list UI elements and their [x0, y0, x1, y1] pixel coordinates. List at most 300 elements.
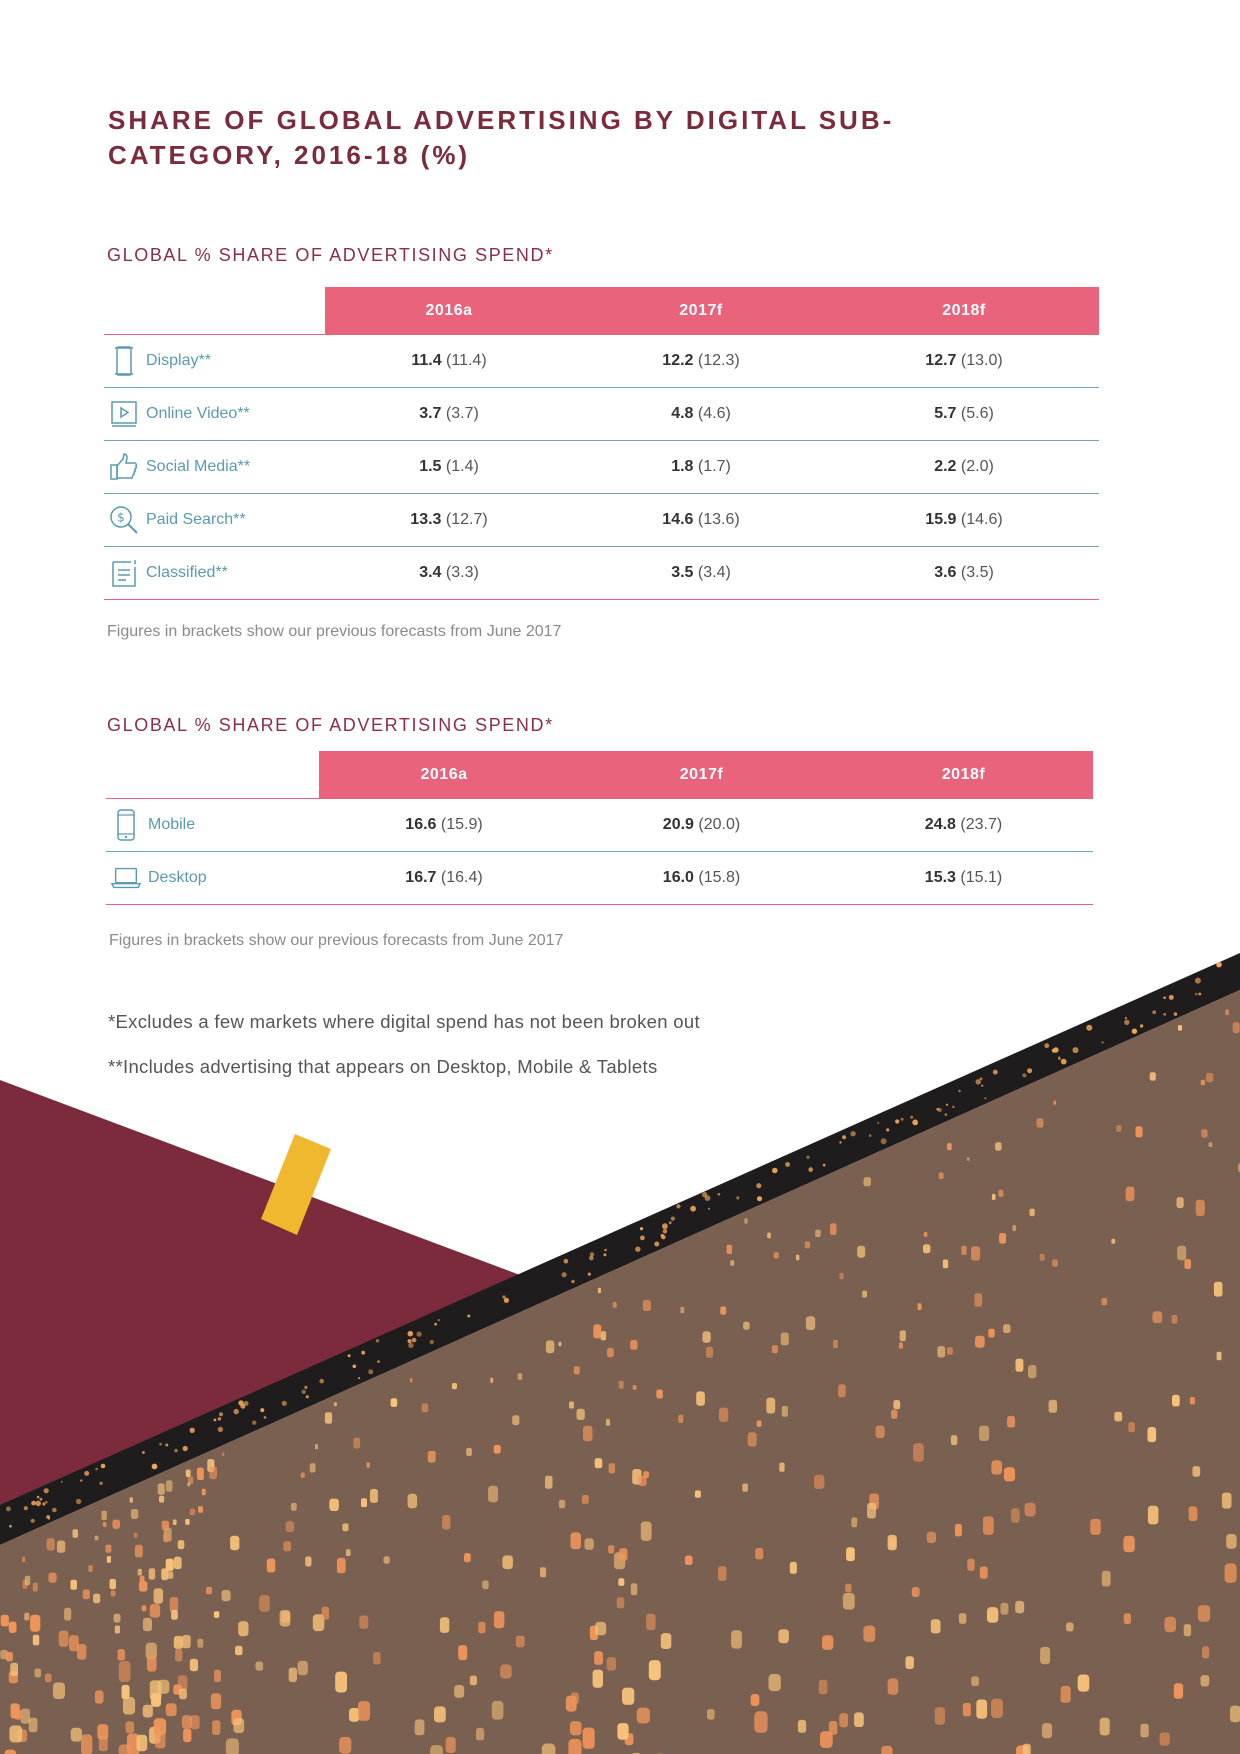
lantern-light	[118, 1649, 126, 1660]
lantern-light	[10, 1663, 18, 1676]
lantern-light	[99, 1736, 108, 1752]
lantern-light	[434, 1706, 446, 1722]
lantern-light	[1023, 1744, 1031, 1754]
lantern-light	[1230, 1706, 1240, 1723]
lantern-light	[607, 1657, 616, 1671]
band-light	[412, 1338, 417, 1343]
device-table	[106, 751, 1093, 905]
lantern-light	[1165, 1617, 1177, 1633]
cell-previous: (12.7)	[445, 511, 488, 528]
band-light	[705, 1195, 711, 1201]
lantern-light	[1078, 1675, 1090, 1692]
lantern-light	[947, 1347, 953, 1355]
band-light	[260, 1408, 264, 1412]
band-light	[1140, 1024, 1143, 1027]
lantern-light	[349, 1708, 359, 1722]
column-header-2016: 2016a	[325, 287, 573, 335]
lantern-light	[93, 1594, 100, 1604]
cell-previous: (23.7)	[960, 816, 1003, 833]
band-light	[1086, 1025, 1092, 1031]
band-light	[416, 1331, 421, 1336]
data-cell	[569, 852, 834, 905]
column-header-2017: 2017f	[573, 287, 829, 335]
row-label-cell	[106, 852, 319, 905]
cell-value: 1.8	[671, 458, 694, 475]
band-light	[6, 1506, 11, 1511]
lantern-light	[546, 1340, 554, 1353]
cell-value: 14.6	[662, 511, 694, 528]
cell-value: 16.0	[662, 869, 694, 886]
table-header-row	[106, 751, 1093, 799]
lantern-light	[490, 1378, 493, 1383]
lantern-light	[1190, 1397, 1195, 1405]
footnote-excludes: *Excludes a few markets where digital spend has not been broken out	[108, 1011, 700, 1032]
lantern-light	[1054, 1101, 1056, 1105]
band-light	[881, 1138, 887, 1144]
lantern-light	[864, 1177, 872, 1186]
band-light	[603, 1253, 606, 1256]
band-light	[1027, 1068, 1032, 1073]
lantern-light	[1214, 1282, 1223, 1297]
lantern-light	[143, 1705, 153, 1718]
lantern-light	[95, 1690, 104, 1703]
column-header-2018: 2018f	[834, 751, 1093, 799]
lantern-light	[967, 1559, 974, 1571]
lantern-light	[988, 1329, 994, 1338]
lantern-light	[939, 1172, 944, 1179]
lantern-light	[601, 1331, 607, 1340]
lantern-light	[857, 1246, 865, 1258]
lantern-light	[298, 1661, 308, 1676]
band-light	[877, 1122, 879, 1124]
lantern-light	[613, 1302, 617, 1308]
lantern-light	[171, 1610, 178, 1620]
cell-value: 3.7	[419, 405, 442, 422]
lantern-light	[1136, 1126, 1143, 1137]
lantern-light	[906, 1656, 914, 1669]
lantern-light	[719, 1408, 728, 1422]
lantern-light	[706, 1347, 713, 1358]
lantern-light	[1028, 1365, 1036, 1378]
band-light	[438, 1319, 440, 1321]
lantern-light	[70, 1580, 77, 1590]
row-label: Desktop	[148, 869, 207, 886]
lantern-light	[1184, 1259, 1191, 1269]
band-light	[708, 1208, 710, 1210]
band-light	[434, 1323, 437, 1326]
thumbs-up-icon	[108, 450, 140, 484]
band-light	[218, 1417, 221, 1420]
band-light	[690, 1206, 696, 1212]
data-cell	[573, 441, 829, 494]
lantern-light	[185, 1519, 189, 1525]
row-label: Social Media**	[146, 458, 251, 475]
lantern-light	[234, 1718, 245, 1733]
cell-previous: (3.5)	[960, 564, 994, 581]
band-light	[319, 1379, 324, 1384]
lantern-light	[163, 1533, 169, 1542]
lantern-light	[1148, 1506, 1159, 1525]
band-light	[358, 1377, 360, 1379]
lantern-light	[122, 1685, 130, 1699]
row-label: Paid Search**	[146, 511, 246, 528]
lantern-light	[77, 1644, 86, 1660]
lantern-light	[110, 1579, 117, 1589]
lantern-light	[1128, 1422, 1135, 1432]
header-blank	[106, 751, 319, 799]
lantern-light	[186, 1470, 191, 1478]
lantern-light	[607, 1348, 614, 1357]
cell-previous: (16.4)	[440, 869, 483, 886]
lantern-light	[202, 1489, 206, 1496]
lantern-light	[1201, 1080, 1205, 1085]
lantern-light	[154, 1588, 163, 1603]
lantern-light	[53, 1682, 65, 1699]
band-light	[772, 1168, 778, 1174]
lantern-light	[976, 1700, 987, 1719]
lantern-light	[470, 1676, 477, 1686]
lantern-light	[540, 1567, 546, 1577]
band-light	[183, 1446, 188, 1451]
lantern-light	[516, 1636, 525, 1648]
lantern-light	[569, 1402, 574, 1409]
band-light	[654, 1242, 659, 1247]
lantern-light	[779, 1463, 784, 1472]
lantern-light	[167, 1571, 173, 1579]
lantern-light	[478, 1622, 485, 1634]
lantern-light	[1140, 1724, 1148, 1738]
cell-value: 16.7	[405, 869, 437, 886]
lantern-light	[743, 1322, 750, 1330]
band-light	[252, 1421, 256, 1425]
data-cell	[573, 547, 829, 600]
cell-value: 3.5	[671, 564, 694, 581]
lantern-light	[1189, 1506, 1198, 1521]
band-light	[946, 1104, 948, 1106]
cell-value: 4.8	[671, 405, 694, 422]
table2-note: Figures in brackets show our previous forecasts from June 2017	[109, 932, 564, 949]
lantern-light	[149, 1568, 156, 1579]
lantern-light	[1225, 1009, 1229, 1015]
lantern-light	[571, 1692, 579, 1704]
lantern-light	[742, 1484, 748, 1492]
lantern-light	[570, 1721, 582, 1735]
band-light	[912, 1120, 918, 1126]
lantern-light	[138, 1569, 142, 1576]
table-row	[104, 494, 1099, 547]
band-light	[304, 1386, 307, 1389]
lantern-light	[175, 1649, 182, 1662]
band-light	[159, 1443, 162, 1446]
lantern-light	[595, 1458, 603, 1468]
lantern-light	[995, 1142, 1001, 1150]
lantern-light	[863, 1626, 875, 1642]
cell-previous: (3.4)	[697, 564, 731, 581]
band-light	[408, 1343, 413, 1348]
lantern-light	[198, 1506, 203, 1513]
lantern-light	[727, 1245, 732, 1254]
lantern-light	[182, 1635, 191, 1648]
band-light	[945, 1113, 948, 1116]
lantern-light	[829, 1721, 838, 1735]
lantern-light	[1111, 1239, 1115, 1244]
lantern-light	[367, 1462, 370, 1467]
lantern-light	[391, 1398, 398, 1407]
page-title: SHARE OF GLOBAL ADVERTISING BY DIGITAL SUB-CATEGORY, 2016-18 (%)	[108, 105, 895, 170]
lantern-light	[974, 1293, 982, 1307]
column-header-2016: 2016a	[319, 751, 569, 799]
band-light	[1053, 1047, 1058, 1052]
lantern-light	[568, 1739, 581, 1754]
lantern-light	[95, 1536, 99, 1541]
lantern-light	[71, 1728, 82, 1742]
band-light	[1152, 1010, 1156, 1014]
lantern-light	[305, 1557, 311, 1567]
lantern-light	[142, 1605, 147, 1611]
lantern-light	[1209, 1142, 1213, 1147]
lantern-light	[494, 1611, 505, 1628]
lantern-light	[1066, 1623, 1073, 1632]
band-light	[430, 1340, 434, 1344]
lantern-light	[574, 1366, 580, 1374]
lantern-light	[476, 1728, 484, 1741]
band-light	[1216, 962, 1222, 968]
band-light	[850, 1131, 855, 1136]
lantern-light	[593, 1670, 603, 1688]
band-light	[42, 1502, 45, 1505]
lantern-light	[1000, 1603, 1008, 1615]
lantern-light	[980, 1567, 988, 1579]
lantern-light	[585, 1538, 594, 1550]
lantern-light	[1040, 1254, 1045, 1261]
band-light	[564, 1259, 569, 1264]
table-row	[104, 335, 1099, 388]
lantern-light	[992, 1194, 996, 1200]
table2-subtitle: GLOBAL % SHARE OF ADVERTISING SPEND*	[107, 715, 554, 735]
lantern-light	[428, 1451, 436, 1463]
search-dollar-icon	[108, 503, 140, 537]
lantern-light	[322, 1607, 329, 1620]
lantern-light	[1012, 1225, 1016, 1231]
lantern-light	[1174, 1683, 1183, 1699]
lantern-light	[29, 1718, 38, 1733]
lantern-light	[1116, 1125, 1121, 1132]
lantern-light	[45, 1674, 52, 1683]
lantern-light	[358, 1701, 370, 1721]
lantern-light	[235, 1646, 243, 1656]
classified-icon	[108, 556, 140, 590]
lantern-light	[646, 1614, 656, 1630]
lantern-light	[494, 1445, 501, 1454]
lantern-light	[1015, 1601, 1024, 1613]
lantern-light	[408, 1494, 418, 1508]
lantern-light	[174, 1636, 183, 1649]
lantern-light	[150, 1604, 161, 1618]
lantern-light	[1042, 1723, 1052, 1738]
lantern-light	[983, 1516, 994, 1535]
lantern-light	[617, 1597, 625, 1608]
band-light	[976, 1079, 981, 1084]
lantern-light	[57, 1541, 65, 1553]
lantern-light	[1, 1615, 9, 1627]
lantern-light	[1160, 1732, 1170, 1745]
band-light	[676, 1204, 680, 1208]
lantern-light	[151, 1693, 161, 1707]
lantern-light	[951, 1435, 957, 1445]
lantern-light	[931, 1619, 941, 1633]
lantern-light	[542, 1744, 556, 1754]
lantern-light	[155, 1731, 166, 1748]
band-light	[571, 1280, 575, 1284]
lantern-light	[178, 1540, 185, 1549]
lantern-light	[33, 1583, 38, 1592]
lantern-light	[935, 1707, 945, 1725]
cell-value: 3.4	[419, 564, 442, 581]
lantern-light	[9, 1622, 17, 1633]
video-icon	[108, 397, 140, 431]
lantern-light	[1016, 1359, 1024, 1372]
lantern-light	[179, 1689, 187, 1700]
lantern-light	[923, 1244, 930, 1253]
lantern-light	[159, 1496, 164, 1503]
band-light	[264, 1416, 267, 1419]
band-light	[1132, 1029, 1137, 1034]
data-cell	[829, 441, 1099, 494]
lantern-light	[283, 1541, 291, 1551]
band-light	[808, 1167, 813, 1172]
band-light	[376, 1339, 379, 1342]
lantern-light	[782, 1406, 788, 1417]
band-light	[31, 1501, 36, 1506]
lantern-light	[33, 1635, 40, 1646]
lantern-light	[492, 1701, 504, 1720]
lantern-light	[943, 1260, 948, 1269]
lantern-light	[1102, 1571, 1111, 1587]
lantern-light	[999, 1233, 1006, 1244]
lantern-light	[291, 1503, 297, 1511]
cell-value: 12.7	[925, 352, 957, 369]
band-light	[61, 1481, 63, 1483]
digital-subcategory-table	[104, 287, 1099, 600]
lantern-light	[353, 1438, 360, 1449]
lantern-light	[335, 1672, 347, 1693]
lantern-light	[101, 1511, 107, 1520]
lantern-light	[22, 1557, 25, 1563]
column-header-2018: 2018f	[829, 287, 1099, 335]
lantern-light	[641, 1522, 652, 1541]
band-light	[238, 1400, 243, 1405]
band-light	[467, 1315, 470, 1318]
band-light	[806, 1156, 809, 1159]
lantern-light	[718, 1566, 726, 1581]
lantern-light	[899, 1342, 903, 1348]
lantern-light	[134, 1533, 138, 1538]
lantern-light	[502, 1555, 513, 1569]
band-light	[1124, 1020, 1129, 1025]
row-label-cell	[104, 388, 325, 441]
lantern-light	[991, 1460, 1002, 1474]
lantern-light	[814, 1475, 824, 1489]
lantern-light	[751, 1694, 760, 1706]
lantern-light	[83, 1590, 90, 1600]
band-light	[895, 1119, 899, 1123]
data-cell	[325, 441, 573, 494]
band-light	[823, 1164, 826, 1167]
table-row	[104, 547, 1099, 600]
lantern-light	[833, 1340, 838, 1349]
lantern-light	[1061, 1686, 1071, 1703]
band-light	[24, 1506, 28, 1510]
band-light	[756, 1183, 761, 1188]
band-light	[504, 1298, 509, 1303]
lantern-light	[73, 1529, 79, 1538]
lantern-light	[862, 1291, 867, 1298]
band-light	[408, 1331, 414, 1337]
lantern-light	[707, 1709, 715, 1720]
lantern-light	[766, 1398, 775, 1414]
lantern-light	[466, 1448, 472, 1456]
lantern-light	[918, 1303, 922, 1310]
lantern-light	[147, 1655, 157, 1672]
table1-note: Figures in brackets show our previous forecasts from June 2017	[107, 623, 562, 640]
data-cell	[834, 852, 1093, 905]
lantern-light	[961, 1246, 966, 1255]
data-cell	[829, 494, 1099, 547]
lantern-light	[843, 1593, 855, 1610]
lantern-light	[1172, 1315, 1178, 1324]
lantern-light	[182, 1715, 192, 1729]
lantern-light	[582, 1495, 589, 1504]
lantern-light	[454, 1685, 464, 1698]
lantern-light	[334, 1402, 337, 1406]
lantern-light	[881, 1746, 892, 1754]
lantern-light	[971, 1676, 979, 1686]
band-light	[408, 1339, 412, 1343]
lantern-light	[310, 1463, 316, 1472]
lantern-light	[619, 1381, 624, 1389]
lantern-light	[1090, 1519, 1101, 1535]
lantern-light	[1052, 1259, 1058, 1266]
cell-value: 13.3	[410, 511, 442, 528]
lantern-light	[927, 1532, 936, 1543]
cell-previous: (3.3)	[445, 564, 479, 581]
band-light	[661, 1235, 665, 1239]
band-light	[165, 1444, 168, 1447]
lantern-light	[315, 1444, 318, 1449]
lantern-light	[442, 1515, 450, 1530]
header-blank	[104, 287, 325, 335]
lantern-light	[703, 1331, 711, 1342]
lantern-light	[81, 1734, 92, 1754]
lantern-light	[488, 1486, 498, 1503]
data-cell	[829, 547, 1099, 600]
lantern-light	[696, 1391, 705, 1405]
row-label: Display**	[146, 352, 211, 369]
band-light	[37, 1496, 40, 1499]
lantern-light	[1148, 1427, 1157, 1442]
lantern-light	[571, 1532, 582, 1549]
band-light	[1073, 1047, 1079, 1053]
lantern-light	[649, 1660, 661, 1680]
cell-previous: (4.6)	[697, 405, 731, 422]
lantern-light	[183, 1729, 191, 1743]
lantern-light	[342, 1523, 348, 1531]
lantern-light	[633, 1385, 637, 1390]
lantern-light	[1193, 1466, 1201, 1477]
lantern-light	[947, 1143, 952, 1150]
lantern-light	[370, 1489, 378, 1503]
row-label: Online Video**	[146, 405, 250, 422]
